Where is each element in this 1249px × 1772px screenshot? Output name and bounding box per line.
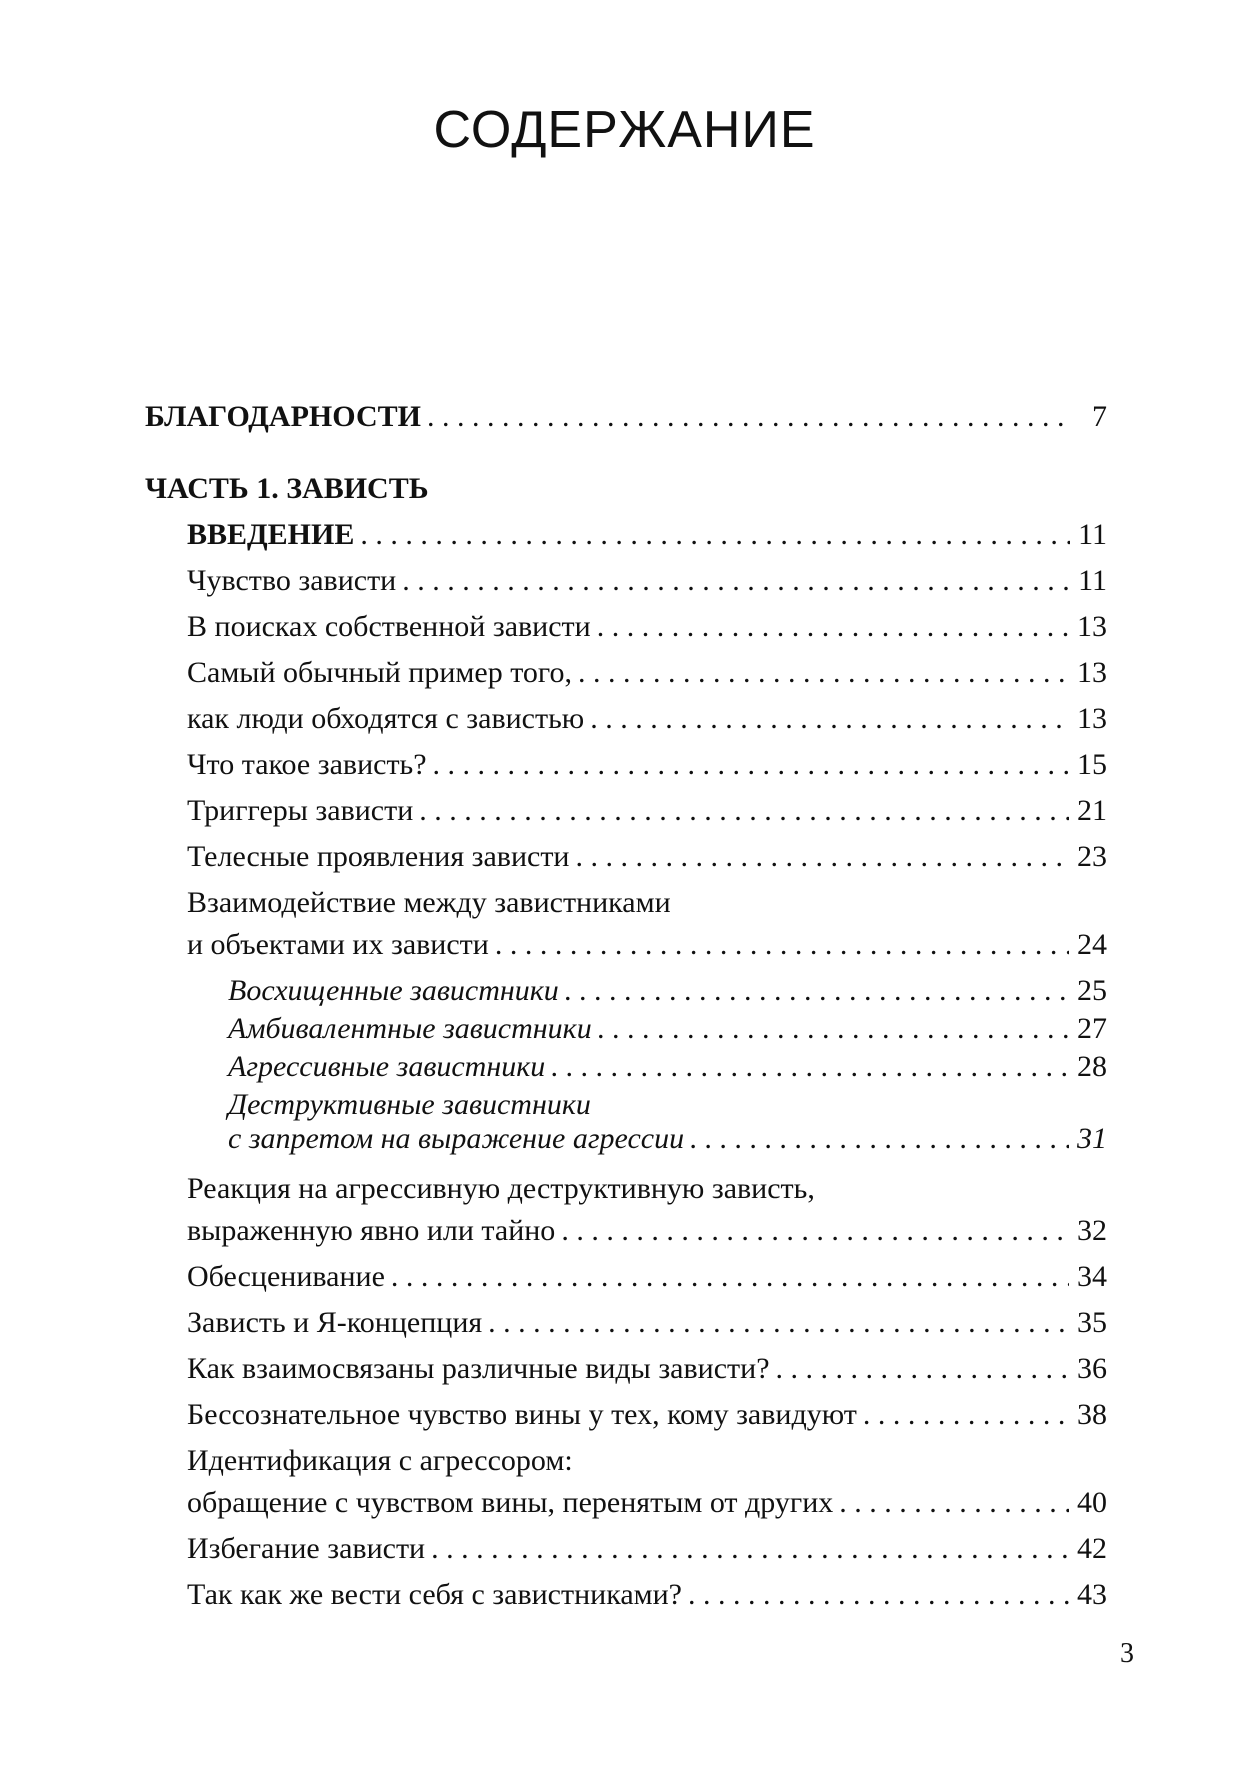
leader-dots <box>402 564 1070 598</box>
toc-entry-title: Избегание зависти <box>187 1532 426 1565</box>
toc-entry-page: 43 <box>1077 1578 1107 1611</box>
toc-entry-page: 24 <box>1077 928 1107 961</box>
toc-entry-page: 32 <box>1077 1214 1107 1247</box>
toc-entry[interactable] <box>145 1398 1107 1444</box>
toc-entry-page: 40 <box>1077 1486 1107 1519</box>
toc-entry-title: Деструктивные завистники <box>228 1088 591 1121</box>
toc-entry-title: Как взаимосвязаны различные виды зависти? <box>187 1352 770 1385</box>
toc-entry-page: 13 <box>1077 702 1107 735</box>
leader-dots <box>419 794 1069 828</box>
leader-dots <box>576 840 1070 874</box>
toc-subentry[interactable] <box>145 1122 1107 1172</box>
toc-entry-page: 31 <box>1077 1122 1107 1155</box>
toc-entry-introduction[interactable] <box>145 518 1107 564</box>
leader-dots <box>427 400 1071 434</box>
page-title: СОДЕРЖАНИЕ <box>433 101 816 159</box>
toc-entry-page: 21 <box>1077 794 1107 827</box>
toc-entry-page: 7 <box>1092 400 1107 433</box>
leader-dots <box>565 974 1069 1008</box>
toc-entry-line[interactable] <box>145 1172 1107 1214</box>
leader-dots <box>863 1398 1069 1432</box>
toc-entry-page: 13 <box>1077 610 1107 643</box>
toc-entry[interactable] <box>145 840 1107 886</box>
page-number: 3 <box>1120 1638 1134 1669</box>
toc-entry[interactable] <box>145 1352 1107 1398</box>
leader-dots <box>578 656 1069 690</box>
toc-entry-page: 42 <box>1077 1532 1107 1565</box>
toc-entry[interactable] <box>145 1306 1107 1352</box>
toc-entry-acknowledgements[interactable] <box>145 400 1107 446</box>
toc-entry-page: 35 <box>1077 1306 1107 1339</box>
toc-entry-page: 11 <box>1078 518 1107 551</box>
leader-dots <box>690 1122 1069 1156</box>
toc-entry[interactable] <box>145 1532 1107 1578</box>
toc-entry[interactable] <box>145 794 1107 840</box>
toc-entry-page: 27 <box>1077 1012 1107 1045</box>
toc-entry-title: Амбивалентные завистники <box>228 1012 592 1045</box>
toc-entry[interactable] <box>145 1214 1107 1260</box>
toc-entry[interactable] <box>145 1578 1107 1624</box>
toc-entry[interactable] <box>145 564 1107 610</box>
toc-entry-title: ВВЕДЕНИЕ <box>187 518 355 551</box>
toc-entry[interactable] <box>145 610 1107 656</box>
toc-entry-line[interactable] <box>145 886 1107 928</box>
leader-dots <box>776 1352 1069 1386</box>
toc-entry-title: Чувство зависти <box>187 564 397 597</box>
table-of-contents <box>145 400 1107 1624</box>
toc-entry-title: Зависть и Я-концепция <box>187 1306 483 1339</box>
toc-entry-title: Триггеры зависти <box>187 794 414 827</box>
toc-entry-title: с запретом на выражение агрессии <box>228 1122 685 1155</box>
toc-entry-page: 13 <box>1077 656 1107 689</box>
leader-dots <box>590 702 1069 736</box>
toc-entry[interactable] <box>145 702 1107 748</box>
toc-entry-page: 11 <box>1078 564 1107 597</box>
toc-entry-title: обращение с чувством вины, перенятым от других <box>187 1486 834 1519</box>
toc-entry-title: Телесные проявления зависти <box>187 840 570 873</box>
leader-dots <box>598 1012 1069 1046</box>
leader-dots <box>597 610 1069 644</box>
toc-entry-title: и объектами их зависти <box>187 928 489 961</box>
toc-entry[interactable] <box>145 748 1107 794</box>
toc-subentry[interactable] <box>145 974 1107 1012</box>
leader-dots <box>495 928 1069 962</box>
toc-entry-title: Самый обычный пример того, <box>187 656 572 689</box>
toc-entry-page: 28 <box>1077 1050 1107 1083</box>
toc-entry-title: Так как же вести себя с завистниками? <box>187 1578 682 1611</box>
toc-entry[interactable] <box>145 928 1107 974</box>
toc-entry-page: 23 <box>1077 840 1107 873</box>
toc-entry-title: Бессознательное чувство вины у тех, кому завидуют <box>187 1398 857 1431</box>
leader-dots <box>360 518 1070 552</box>
toc-entry-title: БЛАГОДАРНОСТИ <box>145 400 421 433</box>
leader-dots <box>561 1214 1069 1248</box>
toc-subentry[interactable] <box>145 1050 1107 1088</box>
toc-entry-line[interactable] <box>145 1444 1107 1486</box>
leader-dots <box>839 1486 1069 1520</box>
toc-entry-title: Взаимодействие между завистниками <box>187 886 671 919</box>
toc-subentry-line[interactable] <box>145 1088 1107 1122</box>
toc-entry-title: Обесценивание <box>187 1260 385 1293</box>
leader-dots <box>551 1050 1069 1084</box>
toc-entry-title: выраженную явно или тайно <box>187 1214 556 1247</box>
toc-entry-page: 15 <box>1077 748 1107 781</box>
leader-dots <box>391 1260 1069 1294</box>
toc-entry-title: Что такое зависть? <box>187 748 427 781</box>
toc-part-heading[interactable] <box>145 472 1107 518</box>
toc-entry[interactable] <box>145 1486 1107 1532</box>
toc-entry-title: как люди обходятся с завистью <box>187 702 585 735</box>
toc-entry-title: Восхищенные завистники <box>228 974 559 1007</box>
toc-entry[interactable] <box>145 656 1107 702</box>
leader-dots <box>431 1532 1069 1566</box>
leader-dots <box>688 1578 1069 1612</box>
leader-dots <box>488 1306 1069 1340</box>
toc-entry[interactable] <box>145 1260 1107 1306</box>
toc-entry-page: 38 <box>1077 1398 1107 1431</box>
toc-entry-page: 36 <box>1077 1352 1107 1385</box>
toc-entry-page: 34 <box>1077 1260 1107 1293</box>
toc-entry-title: Идентификация с агрессором: <box>187 1444 573 1477</box>
toc-entry-page: 25 <box>1077 974 1107 1007</box>
leader-dots <box>433 748 1069 782</box>
toc-entry-title: Реакция на агрессивную деструктивную зависть, <box>187 1172 815 1205</box>
toc-entry-title: Агрессивные завистники <box>228 1050 546 1083</box>
toc-entry-title: В поисках собственной зависти <box>187 610 591 643</box>
toc-subentry[interactable] <box>145 1012 1107 1050</box>
toc-entry-title: ЧАСТЬ 1. ЗАВИСТЬ <box>145 472 429 505</box>
